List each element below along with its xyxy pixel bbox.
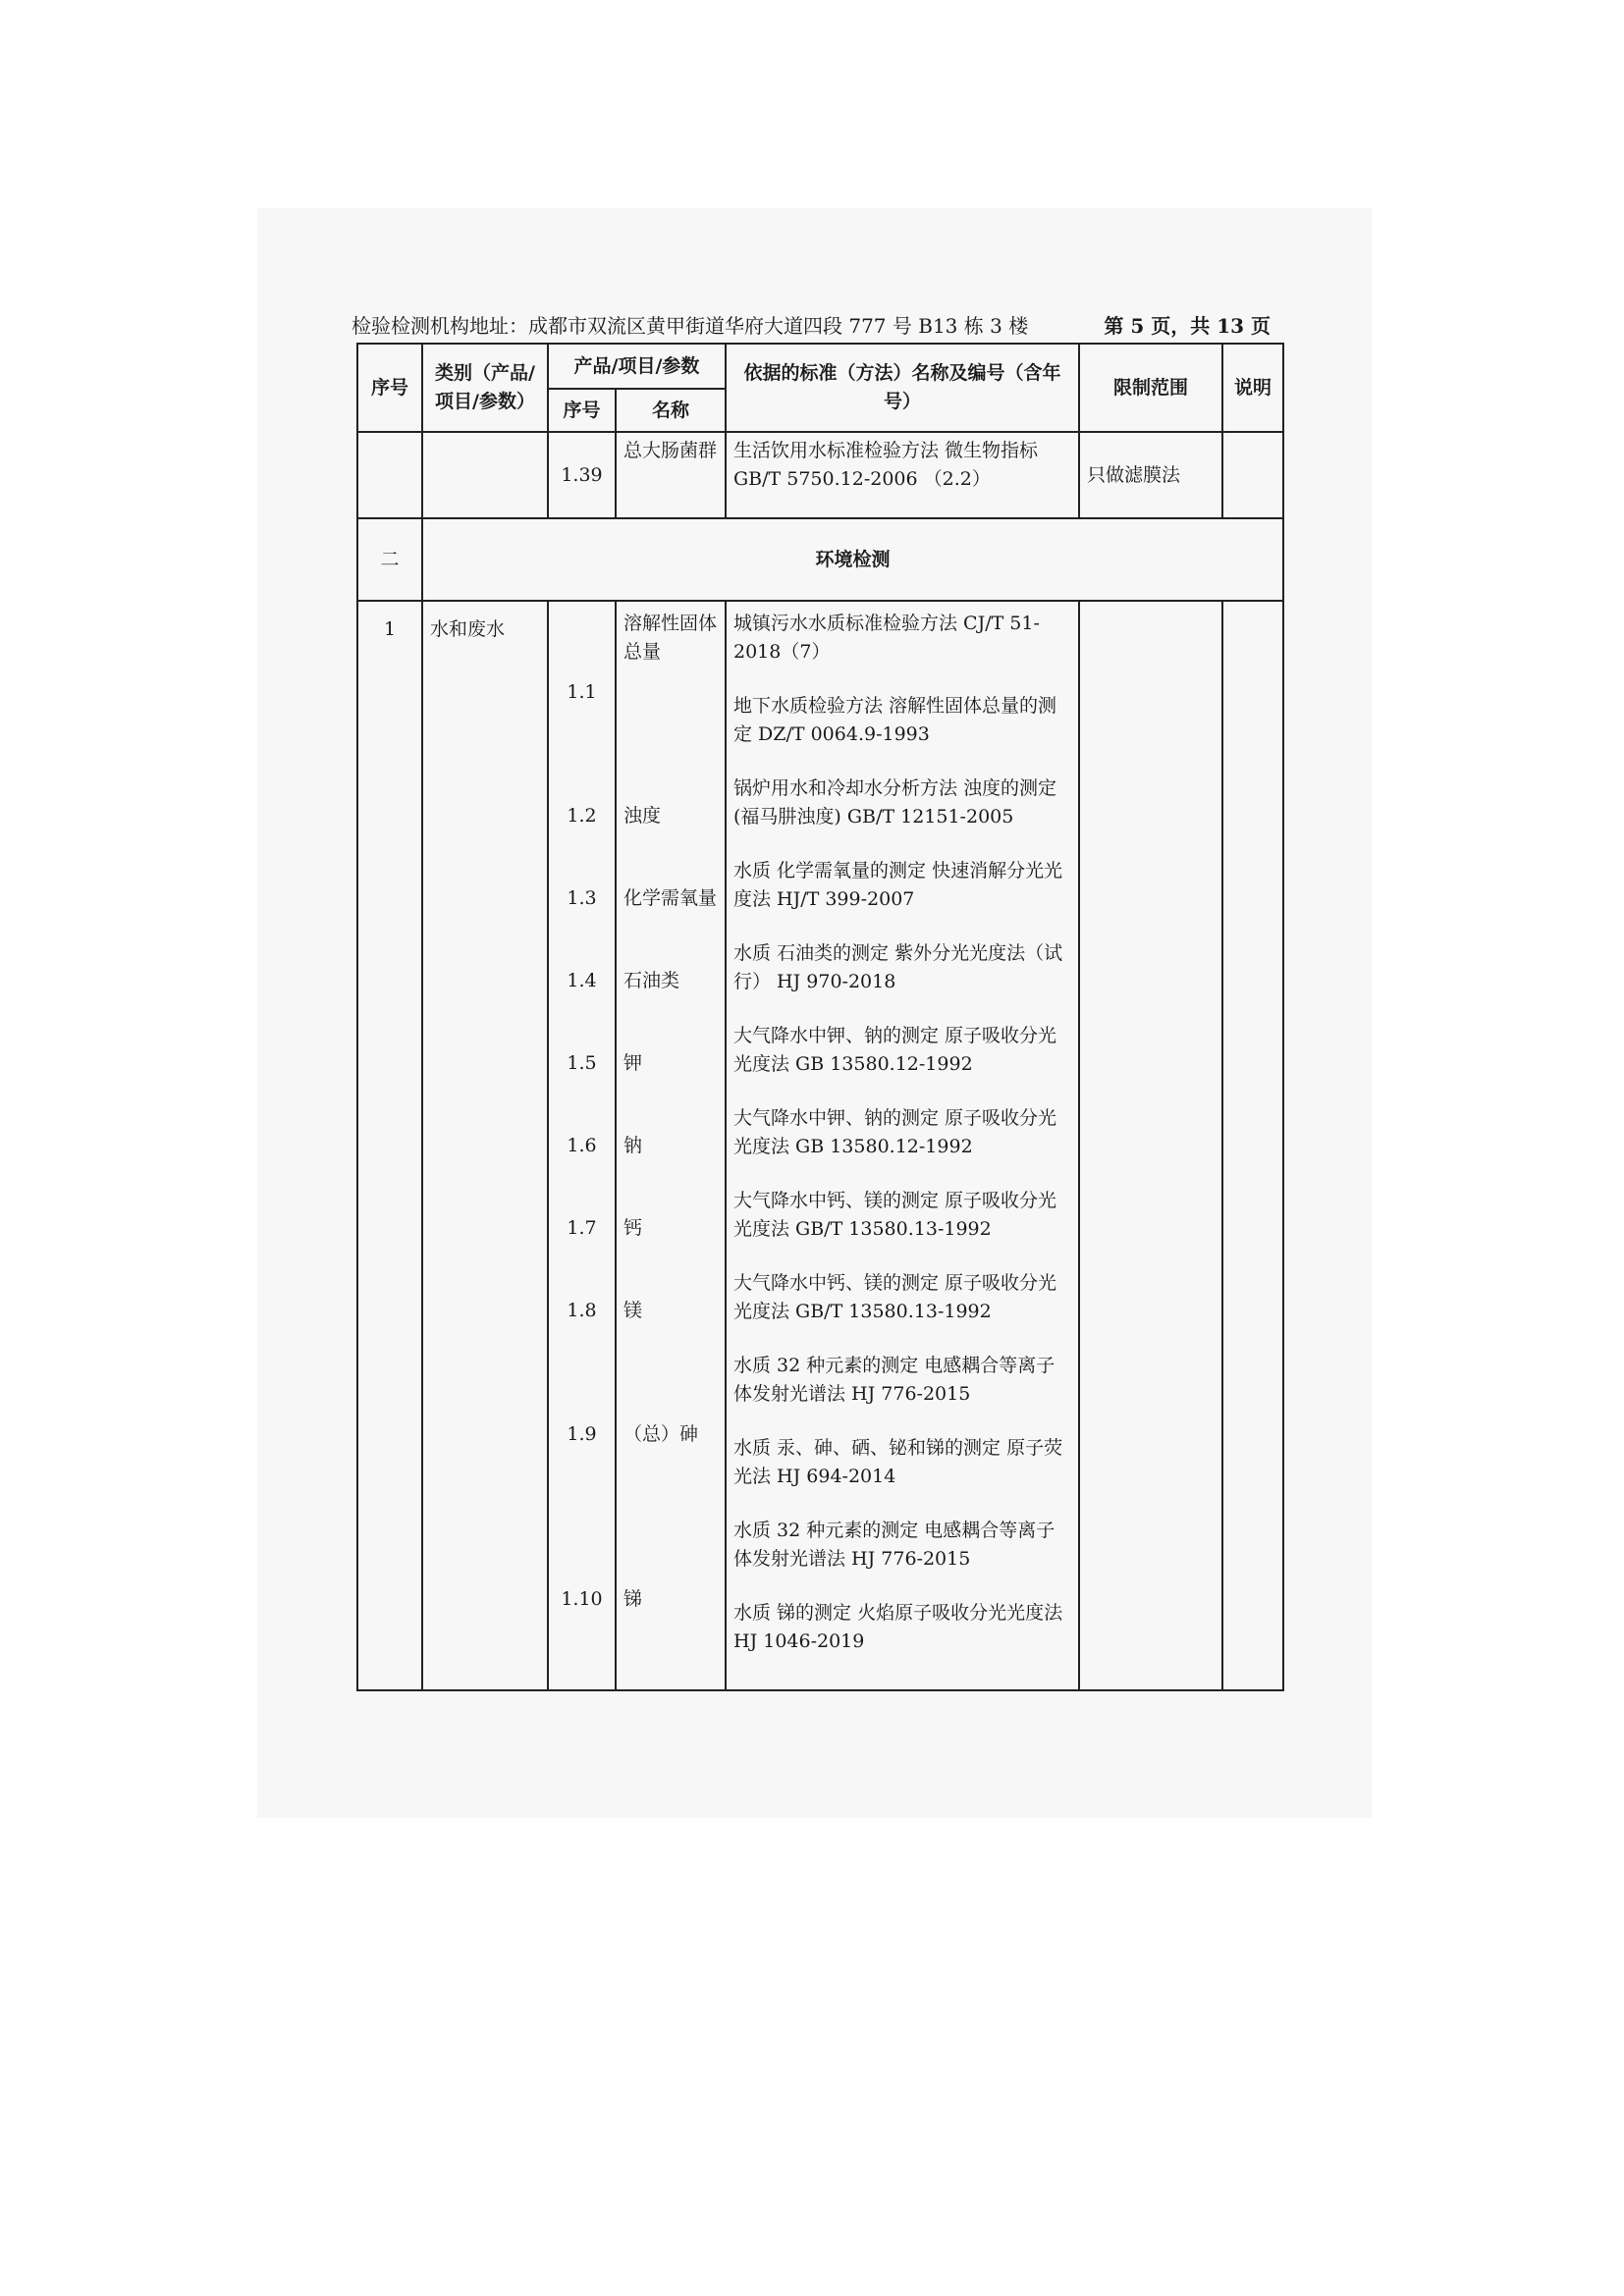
item-standard: 水质 化学需氧量的测定 快速消解分光光度法 HJ/T 399-2007: [733, 860, 1063, 910]
item-standard: 水质 石油类的测定 紫外分光光度法（试行） HJ 970-2018: [733, 942, 1063, 992]
item-sub-seq: 1.10: [561, 1587, 603, 1610]
table-row: [357, 601, 1283, 1690]
institution-address: 检验检测机构地址：成都市双流区黄甲街道华府大道四段 777 号 B13 栋 3 楼: [352, 314, 1029, 338]
item-standard: 大气降水中钙、镁的测定 原子吸收分光光度法 GB/T 13580.13-1992: [733, 1190, 1057, 1240]
row-name: 总大肠菌群: [616, 432, 726, 518]
header-sub-seq: 序号: [548, 389, 616, 432]
item-standard: 水质 锑的测定 火焰原子吸收分光光度法 HJ 1046-2019: [733, 1602, 1063, 1652]
item-sub-seq: 1.4: [567, 969, 597, 991]
header-limit: 限制范围: [1079, 344, 1222, 432]
item-standard: 大气降水中钾、钠的测定 原子吸收分光光度法 GB 13580.12-1992: [733, 1107, 1057, 1157]
sub-seq-column: [548, 601, 616, 1690]
standard-column: [726, 601, 1079, 1690]
item-name: 石油类: [623, 969, 680, 991]
item-standard: 锅炉用水和冷却水分析方法 浊度的测定(福马肼浊度) GB/T 12151-2005: [733, 777, 1057, 828]
item-sub-seq: 1.9: [567, 1422, 597, 1445]
section-seq: 二: [357, 518, 422, 601]
item-standard: 水质 32 种元素的测定 电感耦合等离子体发射光谱法 HJ 776-2015: [733, 1355, 1056, 1405]
item-name: 浊度: [623, 804, 662, 827]
item-name: 钾: [623, 1051, 643, 1074]
header-category: 类别（产品/项目/参数）: [422, 344, 548, 432]
item-sub-seq: 1.6: [567, 1134, 597, 1156]
item-sub-seq: 1.8: [567, 1299, 597, 1321]
row-standard: 生活饮用水标准检验方法 微生物指标 GB/T 5750.12-2006 （2.2）: [726, 432, 1079, 518]
page-header: [352, 310, 1271, 339]
header-name: 名称: [616, 389, 726, 432]
group-seq: 1: [357, 601, 422, 1690]
item-sub-seq: 1.7: [567, 1216, 597, 1239]
item-name: 镁: [623, 1299, 643, 1321]
name-column: [616, 601, 726, 1690]
group-category: 水和废水: [422, 601, 548, 1690]
row-limit: 只做滤膜法: [1079, 432, 1222, 518]
header-seq: 序号: [357, 344, 422, 432]
item-name: 化学需氧量: [623, 886, 718, 909]
item-sub-seq: 1.2: [567, 804, 597, 827]
item-name: 溶解性固体总量: [623, 613, 718, 663]
item-standard: 地下水质检验方法 溶解性固体总量的测定 DZ/T 0064.9-1993: [733, 695, 1057, 745]
item-standard: 水质 汞、砷、硒、铋和锑的测定 原子荧光法 HJ 694-2014: [733, 1437, 1063, 1487]
item-name: （总）砷: [623, 1422, 699, 1445]
item-standard: 水质 32 种元素的测定 电感耦合等离子体发射光谱法 HJ 776-2015: [733, 1520, 1056, 1570]
item-standard: 大气降水中钾、钠的测定 原子吸收分光光度法 GB 13580.12-1992: [733, 1025, 1057, 1075]
item-name: 钠: [623, 1134, 643, 1156]
header-product: 产品/项目/参数: [548, 344, 726, 389]
table-row: [357, 432, 1283, 518]
item-standard: 大气降水中钙、镁的测定 原子吸收分光光度法 GB/T 13580.13-1992: [733, 1272, 1057, 1322]
item-sub-seq: 1.1: [567, 680, 597, 703]
item-name: 钙: [623, 1216, 643, 1239]
header-note: 说明: [1222, 344, 1283, 432]
section-row: [357, 518, 1283, 601]
item-standard: 城镇污水水质标准检验方法 CJ/T 51-2018（7）: [733, 613, 1040, 663]
header-standard: 依据的标准（方法）名称及编号（含年号）: [726, 344, 1079, 432]
item-sub-seq: 1.5: [567, 1051, 597, 1074]
page-number: 第 5 页，共 13 页: [1104, 314, 1271, 338]
row-sub-seq: 1.39: [548, 432, 616, 518]
accreditation-table: [356, 343, 1284, 1691]
item-name: 锑: [623, 1587, 643, 1610]
item-sub-seq: 1.3: [567, 886, 597, 909]
section-title: 环境检测: [422, 518, 1283, 601]
